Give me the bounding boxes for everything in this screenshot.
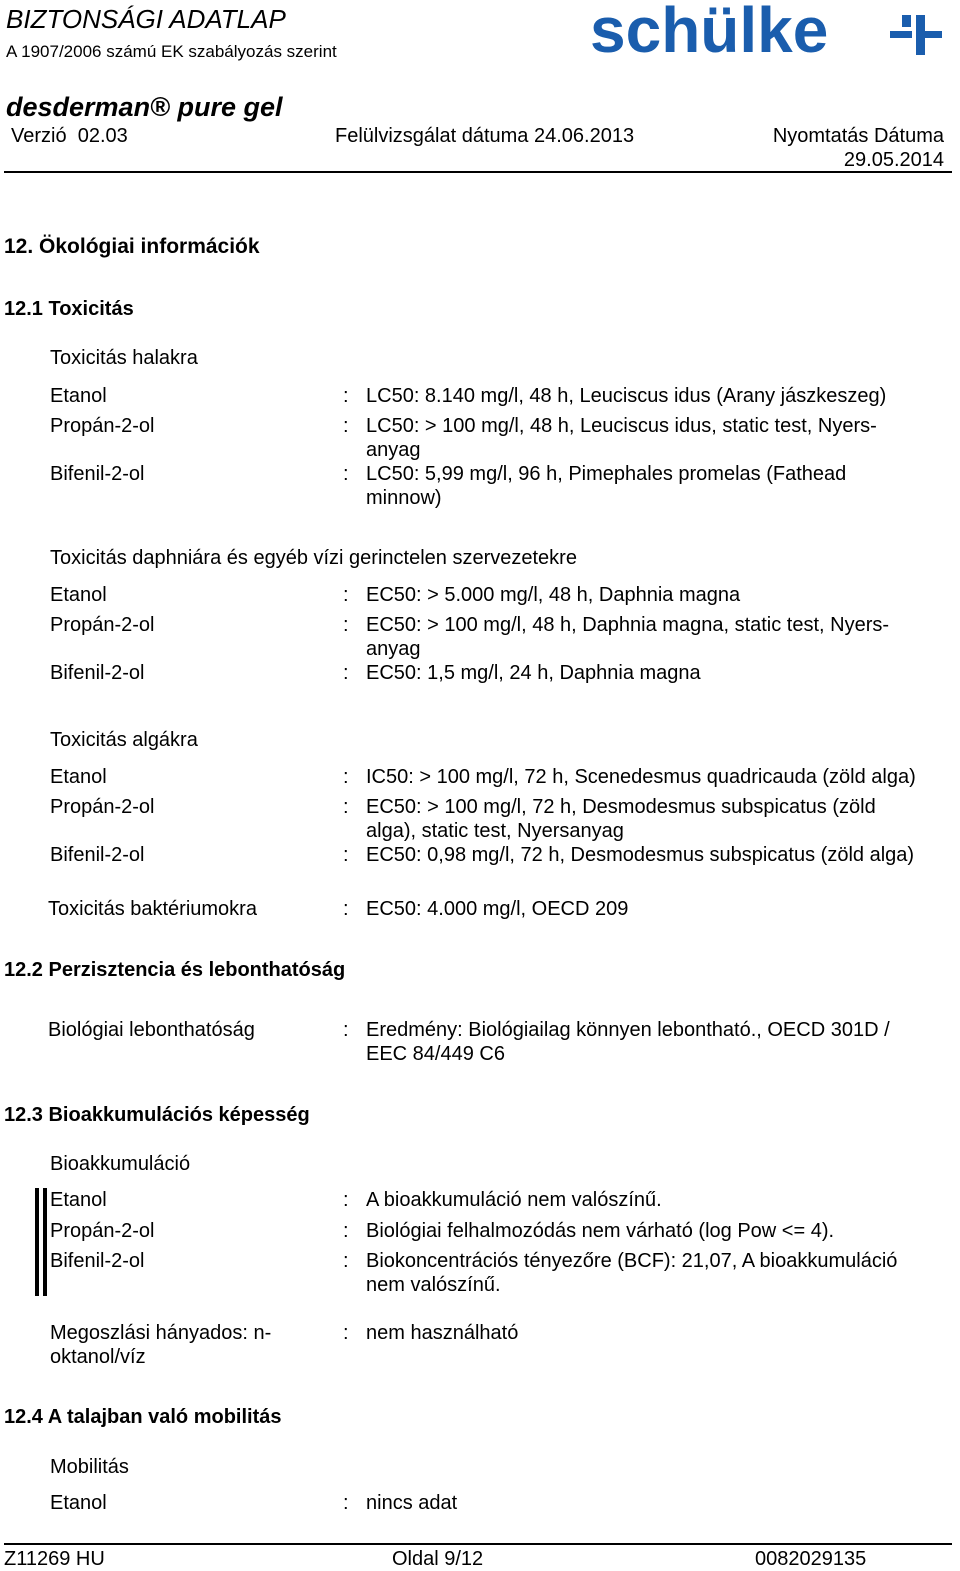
separator-colon: : bbox=[343, 898, 349, 920]
change-bar bbox=[35, 1188, 39, 1296]
daphnia-row-value: EC50: > 5.000 mg/l, 48 h, Daphnia magna bbox=[366, 584, 741, 606]
fish-row-value: LC50: 8.140 mg/l, 48 h, Leuciscus idus (Arany jászkeszeg) bbox=[366, 385, 887, 407]
separator-colon: : bbox=[343, 796, 349, 818]
footer-page-number: Oldal 9/12 bbox=[392, 1548, 484, 1570]
algae-row-value: EC50: 0,98 mg/l, 72 h, Desmodesmus subspicatus (zöld alga) bbox=[366, 844, 915, 866]
separator-colon: : bbox=[343, 1492, 349, 1514]
daphnia-row-value: EC50: > 100 mg/l, 48 h, Daphnia magna, static test, Nyers-anyag bbox=[366, 614, 890, 660]
subsection-12-1-title: 12.1 Toxicitás bbox=[4, 298, 134, 320]
fish-row-value: LC50: 5,99 mg/l, 96 h, Pimephales promelas (Fathead minnow) bbox=[366, 463, 847, 509]
subsection-12-3-title: 12.3 Bioakkumulációs képesség bbox=[4, 1104, 310, 1126]
fish-row-label: Etanol bbox=[50, 385, 107, 407]
section-title: 12. Ökológiai információk bbox=[4, 235, 260, 258]
review-date bbox=[335, 124, 634, 148]
separator-colon: : bbox=[343, 415, 349, 437]
fish-row-value: LC50: > 100 mg/l, 48 h, Leuciscus idus, static test, Nyers-anyag bbox=[366, 415, 877, 461]
footer-rule bbox=[4, 1543, 952, 1545]
change-bar bbox=[43, 1188, 47, 1296]
algae-row-value: EC50: > 100 mg/l, 72 h, Desmodesmus subspicatus (zöld alga), static test, Nyersanyag bbox=[366, 796, 876, 842]
separator-colon: : bbox=[343, 1220, 349, 1242]
review-label: Felülvizsgálat dátuma bbox=[335, 125, 529, 147]
subsection-12-4-title: 12.4 A talajban való mobilitás bbox=[4, 1406, 282, 1428]
bioaccumulation-row-label: Propán-2-ol bbox=[50, 1220, 155, 1242]
regulation-text: A 1907/2006 számú EK szabályozás szerint bbox=[6, 42, 337, 61]
separator-colon: : bbox=[343, 1250, 349, 1272]
separator-colon: : bbox=[343, 463, 349, 485]
fish-toxicity-heading: Toxicitás halakra bbox=[50, 347, 198, 369]
separator-colon: : bbox=[343, 766, 349, 788]
version-info bbox=[11, 124, 128, 148]
header-rule bbox=[4, 171, 952, 173]
separator-colon: : bbox=[343, 844, 349, 866]
version-label: Verzió bbox=[11, 125, 67, 147]
daphnia-row-value: EC50: 1,5 mg/l, 24 h, Daphnia magna bbox=[366, 662, 701, 684]
product-name: desderman® pure gel bbox=[6, 92, 283, 122]
separator-colon: : bbox=[343, 662, 349, 684]
fish-row-label: Bifenil-2-ol bbox=[50, 463, 145, 485]
algae-row-label: Etanol bbox=[50, 766, 107, 788]
fish-row-label: Propán-2-ol bbox=[50, 415, 155, 437]
biodegradability-value: Eredmény: Biológiailag könnyen lebontható., OECD 301D / EEC 84/449 C6 bbox=[366, 1019, 890, 1065]
mobility-row-label: Etanol bbox=[50, 1492, 107, 1514]
bacteria-toxicity-label: Toxicitás baktériumokra bbox=[48, 898, 257, 920]
daphnia-row-label: Propán-2-ol bbox=[50, 614, 155, 636]
mobility-row-value: nincs adat bbox=[366, 1492, 458, 1514]
review-value: 24.06.2013 bbox=[534, 125, 635, 147]
algae-row-label: Bifenil-2-ol bbox=[50, 844, 145, 866]
mobility-heading: Mobilitás bbox=[50, 1456, 129, 1478]
subsection-12-2-title: 12.2 Perzisztencia és lebonthatóság bbox=[4, 959, 346, 981]
separator-colon: : bbox=[343, 1019, 349, 1041]
separator-colon: : bbox=[343, 385, 349, 407]
document-title: BIZTONSÁGI ADATLAP bbox=[6, 4, 286, 34]
separator-colon: : bbox=[343, 1322, 349, 1344]
algae-row-value: IC50: > 100 mg/l, 72 h, Scenedesmus quadricauda (zöld alga) bbox=[366, 766, 916, 788]
brand-text: schülke bbox=[590, 0, 829, 62]
daphnia-toxicity-heading: Toxicitás daphniára és egyéb vízi gerinctelen szervezetekre bbox=[50, 547, 577, 569]
separator-colon: : bbox=[343, 1189, 349, 1211]
bioaccumulation-row-value: Biológiai felhalmozódás nem várható (log Pow <= 4). bbox=[366, 1220, 835, 1242]
separator-colon: : bbox=[343, 614, 349, 636]
footer-doc-number: 0082029135 bbox=[755, 1548, 867, 1570]
partition-coefficient-label: Megoszlási hányados: n-oktanol/víz bbox=[50, 1322, 272, 1368]
bioaccumulation-row-value: Biokoncentrációs tényezőre (BCF): 21,07, A bioakkumuláció nem valószínű. bbox=[366, 1250, 898, 1296]
algae-row-label: Propán-2-ol bbox=[50, 796, 155, 818]
partition-coefficient-value: nem használható bbox=[366, 1322, 519, 1344]
biodegradability-label: Biológiai lebonthatóság bbox=[48, 1019, 255, 1041]
footer-doc-code: Z11269 HU bbox=[4, 1548, 105, 1570]
bacteria-toxicity-value: EC50: 4.000 mg/l, OECD 209 bbox=[366, 898, 629, 920]
schulke-logo bbox=[590, 0, 945, 62]
bioaccumulation-row-label: Bifenil-2-ol bbox=[50, 1250, 145, 1272]
separator-colon: : bbox=[343, 584, 349, 606]
daphnia-row-label: Etanol bbox=[50, 584, 107, 606]
algae-toxicity-heading: Toxicitás algákra bbox=[50, 729, 198, 751]
bioaccumulation-heading: Bioakkumuláció bbox=[50, 1153, 191, 1175]
print-date-label: Nyomtatás Dátuma bbox=[772, 125, 944, 147]
daphnia-row-label: Bifenil-2-ol bbox=[50, 662, 145, 684]
bioaccumulation-row-label: Etanol bbox=[50, 1189, 107, 1211]
bioaccumulation-row-value: A bioakkumuláció nem valószínű. bbox=[366, 1189, 662, 1211]
version-value: 02.03 bbox=[77, 125, 128, 147]
print-date-value: 29.05.2014 bbox=[843, 149, 944, 171]
